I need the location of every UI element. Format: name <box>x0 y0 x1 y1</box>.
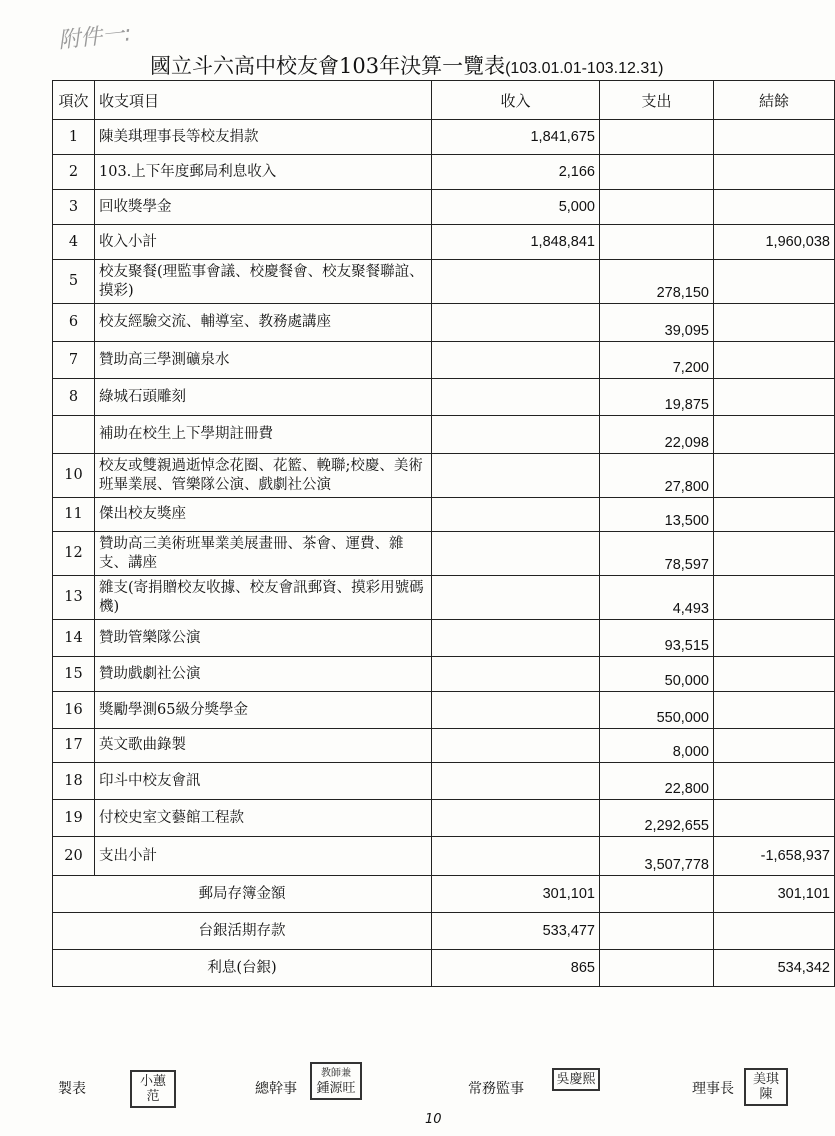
row-expense: 22,098 <box>600 416 714 454</box>
header-balance: 結餘 <box>714 81 835 120</box>
row-no: 13 <box>53 576 95 620</box>
row-income <box>432 416 600 454</box>
row-expense: 550,000 <box>600 692 714 729</box>
row-expense: 78,597 <box>600 532 714 576</box>
chairman-seal: 美琪陳 <box>744 1068 788 1106</box>
row-balance <box>714 657 835 692</box>
row-no: 1 <box>53 120 95 155</box>
row-no: 14 <box>53 620 95 657</box>
summary-label: 郵局存簿金額 <box>53 876 432 913</box>
row-income <box>432 498 600 532</box>
page-title <box>150 50 663 80</box>
row-no: 16 <box>53 692 95 729</box>
row-balance <box>714 190 835 225</box>
row-item: 雜支(寄捐贈校友收據、校友會訊郵資、摸彩用號碼機) <box>95 576 432 620</box>
row-item: 英文歌曲錄製 <box>95 729 432 763</box>
budget-table <box>52 80 835 987</box>
row-income <box>432 729 600 763</box>
row-no: 19 <box>53 800 95 837</box>
row-no: 17 <box>53 729 95 763</box>
row-expense <box>600 155 714 190</box>
summary-balance: 534,342 <box>714 950 835 987</box>
header-item: 收支項目 <box>95 81 432 120</box>
row-expense: 3,507,778 <box>600 837 714 876</box>
row-expense: 278,150 <box>600 260 714 304</box>
row-income <box>432 454 600 498</box>
summary-row <box>53 913 835 950</box>
row-expense: 93,515 <box>600 620 714 657</box>
general-secretary-seal-title: 教師兼 <box>321 1068 351 1079</box>
row-income <box>432 532 600 576</box>
row-no: 20 <box>53 837 95 876</box>
title-main: 國立斗六高中校友會103年決算一覽表 <box>150 54 506 78</box>
row-item: 傑出校友獎座 <box>95 498 432 532</box>
table-row <box>53 498 835 532</box>
row-income: 1,848,841 <box>432 225 600 260</box>
table-body <box>53 120 835 876</box>
preparer-label: 製表 <box>58 1081 86 1097</box>
row-no: 8 <box>53 379 95 416</box>
row-balance <box>714 620 835 657</box>
summary-income: 865 <box>432 950 600 987</box>
row-income <box>432 379 600 416</box>
row-item: 印斗中校友會訊 <box>95 763 432 800</box>
table-row <box>53 800 835 837</box>
row-income <box>432 800 600 837</box>
table-header-row <box>53 81 835 120</box>
row-item: 支出小計 <box>95 837 432 876</box>
summary-label: 台銀活期存款 <box>53 913 432 950</box>
row-expense <box>600 120 714 155</box>
header-expense: 支出 <box>600 81 714 120</box>
row-item: 103.上下年度郵局利息收入 <box>95 155 432 190</box>
row-no: 7 <box>53 342 95 379</box>
summary-income: 301,101 <box>432 876 600 913</box>
row-no: 12 <box>53 532 95 576</box>
page-number: 10 <box>425 1112 442 1127</box>
row-expense: 13,500 <box>600 498 714 532</box>
table-row <box>53 416 835 454</box>
row-income <box>432 657 600 692</box>
table-row <box>53 190 835 225</box>
row-item: 補助在校生上下學期註冊費 <box>95 416 432 454</box>
summary-label: 利息(台銀) <box>53 950 432 987</box>
general-secretary-seal-name: 鍾源旺 <box>316 1081 356 1096</box>
row-no: 5 <box>53 260 95 304</box>
summary-row <box>53 950 835 987</box>
row-item: 收入小計 <box>95 225 432 260</box>
row-income <box>432 260 600 304</box>
header-no: 項次 <box>53 81 95 120</box>
row-income <box>432 837 600 876</box>
row-balance <box>714 532 835 576</box>
table-row <box>53 532 835 576</box>
row-balance <box>714 155 835 190</box>
row-balance: -1,658,937 <box>714 837 835 876</box>
table-row <box>53 576 835 620</box>
table-row <box>53 620 835 657</box>
table-row <box>53 155 835 190</box>
row-item: 贊助管樂隊公演 <box>95 620 432 657</box>
row-balance <box>714 729 835 763</box>
row-income <box>432 304 600 342</box>
row-no: 10 <box>53 454 95 498</box>
row-balance <box>714 260 835 304</box>
row-no: 11 <box>53 498 95 532</box>
row-income <box>432 692 600 729</box>
row-balance <box>714 800 835 837</box>
row-balance <box>714 576 835 620</box>
summary-balance: 301,101 <box>714 876 835 913</box>
row-item: 獎勵學測65級分獎學金 <box>95 692 432 729</box>
row-balance <box>714 763 835 800</box>
row-income <box>432 576 600 620</box>
table-row <box>53 379 835 416</box>
row-expense: 4,493 <box>600 576 714 620</box>
table-row <box>53 304 835 342</box>
row-balance <box>714 120 835 155</box>
table-row <box>53 225 835 260</box>
header-income: 收入 <box>432 81 600 120</box>
summary-row <box>53 876 835 913</box>
row-income <box>432 763 600 800</box>
table-row <box>53 454 835 498</box>
table-row <box>53 120 835 155</box>
row-balance <box>714 416 835 454</box>
row-balance <box>714 304 835 342</box>
row-income: 2,166 <box>432 155 600 190</box>
row-expense: 27,800 <box>600 454 714 498</box>
row-expense: 22,800 <box>600 763 714 800</box>
row-no: 3 <box>53 190 95 225</box>
row-balance <box>714 454 835 498</box>
row-expense: 39,095 <box>600 304 714 342</box>
row-item: 贊助高三美術班畢業美展畫冊、茶會、運費、雜支、講座 <box>95 532 432 576</box>
table-row <box>53 837 835 876</box>
executive-supervisor-seal: 吳慶熙 <box>552 1068 600 1091</box>
row-no: 4 <box>53 225 95 260</box>
row-income <box>432 342 600 379</box>
row-income: 1,841,675 <box>432 120 600 155</box>
row-expense: 2,292,655 <box>600 800 714 837</box>
row-item: 付校史室文藝館工程款 <box>95 800 432 837</box>
table-row <box>53 342 835 379</box>
summary-income: 533,477 <box>432 913 600 950</box>
row-no <box>53 416 95 454</box>
row-expense <box>600 225 714 260</box>
table-row <box>53 657 835 692</box>
table-row <box>53 729 835 763</box>
row-item: 綠城石頭雕刻 <box>95 379 432 416</box>
row-balance <box>714 342 835 379</box>
row-income <box>432 620 600 657</box>
row-expense: 8,000 <box>600 729 714 763</box>
row-no: 15 <box>53 657 95 692</box>
row-expense <box>600 190 714 225</box>
summary-expense <box>600 950 714 987</box>
summary-expense <box>600 913 714 950</box>
table-row <box>53 692 835 729</box>
signature-row <box>0 1068 800 1128</box>
row-item: 贊助戲劇社公演 <box>95 657 432 692</box>
chairman-label: 理事長 <box>692 1081 734 1097</box>
row-item: 回收獎學金 <box>95 190 432 225</box>
row-balance: 1,960,038 <box>714 225 835 260</box>
preparer-seal: 小蕙范 <box>130 1070 176 1108</box>
row-item: 校友或雙親過逝悼念花圈、花籃、輓聯;校慶、美術班畢業展、管樂隊公演、戲劇社公演 <box>95 454 432 498</box>
attachment-note: 附件一: <box>57 21 133 54</box>
executive-supervisor-label: 常務監事 <box>468 1081 524 1097</box>
general-secretary-label: 總幹事 <box>255 1081 297 1097</box>
row-no: 2 <box>53 155 95 190</box>
row-item: 校友經驗交流、輔導室、教務處講座 <box>95 304 432 342</box>
summary-balance <box>714 913 835 950</box>
table-row <box>53 260 835 304</box>
row-item: 校友聚餐(理監事會議、校慶餐會、校友聚餐聯誼、摸彩) <box>95 260 432 304</box>
row-expense: 50,000 <box>600 657 714 692</box>
row-no: 6 <box>53 304 95 342</box>
summary-expense <box>600 876 714 913</box>
summary-body <box>53 876 835 987</box>
row-item: 陳美琪理事長等校友捐款 <box>95 120 432 155</box>
row-no: 18 <box>53 763 95 800</box>
row-income: 5,000 <box>432 190 600 225</box>
row-item: 贊助高三學測礦泉水 <box>95 342 432 379</box>
row-expense: 7,200 <box>600 342 714 379</box>
title-period: (103.01.01-103.12.31) <box>505 60 664 77</box>
row-balance <box>714 498 835 532</box>
row-expense: 19,875 <box>600 379 714 416</box>
table-row <box>53 763 835 800</box>
general-secretary-seal <box>310 1062 362 1100</box>
row-balance <box>714 379 835 416</box>
row-balance <box>714 692 835 729</box>
